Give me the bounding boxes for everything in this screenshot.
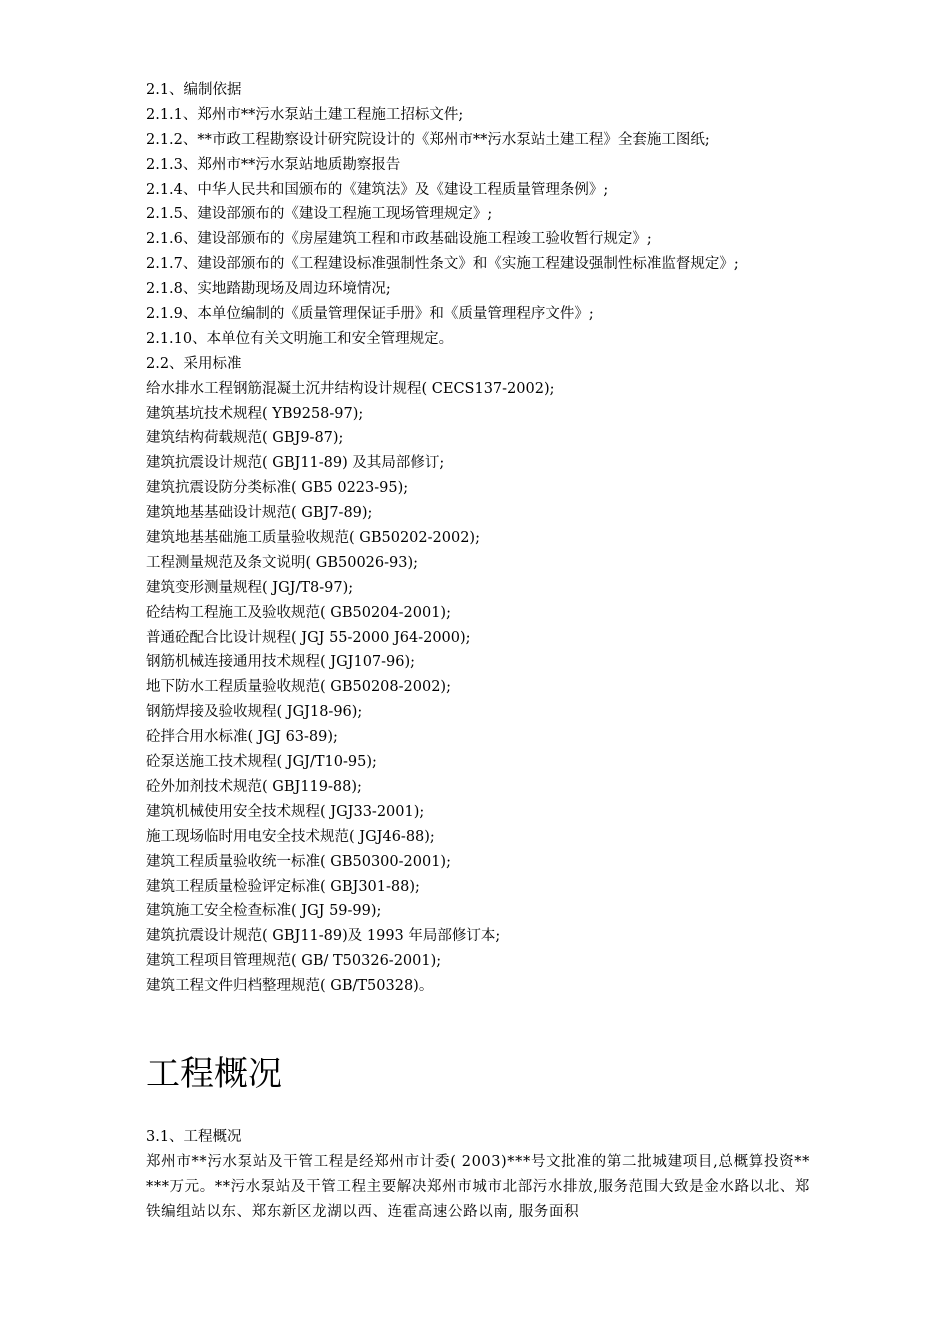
- standard-item: 钢筋机械连接通用技术规程( JGJ107-96);: [146, 654, 416, 671]
- basis-item: 2.1.4、中华人民共和国颁布的《建筑法》及《建设工程质量管理条例》;: [146, 181, 609, 198]
- standard-item: 建筑地基基础设计规范( GBJ7-89);: [146, 505, 373, 522]
- standard-item: 钢筋焊接及验收规程( JGJ18-96);: [146, 704, 363, 721]
- basis-item: 2.1.3、郑州市**污水泵站地质勘察报告: [146, 156, 401, 173]
- standard-item: 普通砼配合比设计规程( JGJ 55-2000 J64-2000);: [146, 629, 471, 646]
- document-page: [146, 78, 810, 1225]
- basis-list: [146, 103, 810, 352]
- standard-item: 建筑工程文件归档整理规范( GB/T50328)。: [146, 978, 434, 995]
- standard-item: 建筑施工安全检查标准( JGJ 59-99);: [146, 903, 382, 920]
- section-title-standards: 2.2、采用标准: [146, 355, 242, 372]
- basis-item: 2.1.9、本单位编制的《质量管理保证手册》和《质量管理程序文件》;: [146, 306, 594, 323]
- standard-item: 砼泵送施工技术规程( JGJ/T10-95);: [146, 754, 377, 771]
- standard-item: 建筑结构荷载规范( GBJ9-87);: [146, 430, 344, 447]
- standard-item: 砼结构工程施工及验收规范( GB50204-2001);: [146, 604, 451, 621]
- standard-item: 工程测量规范及条文说明( GB50026-93);: [146, 554, 419, 571]
- standard-item: 施工现场临时用电安全技术规范( JGJ46-88);: [146, 828, 435, 845]
- basis-item: 2.1.8、实地踏勘现场及周边环境情况;: [146, 281, 391, 298]
- basis-item: 2.1.5、建设部颁布的《建设工程施工现场管理规定》;: [146, 206, 493, 223]
- standard-item: 砼外加剂技术规范( GBJ119-88);: [146, 778, 362, 795]
- standard-item: 建筑机械使用安全技术规程( JGJ33-2001);: [146, 803, 425, 820]
- overview-subtitle: 3.1、工程概况: [146, 1128, 242, 1145]
- standard-item: 建筑工程质量检验评定标准( GBJ301-88);: [146, 878, 420, 895]
- standard-item: 建筑工程项目管理规范( GB/ T50326-2001);: [146, 953, 442, 970]
- basis-item: 2.1.1、郑州市**污水泵站土建工程施工招标文件;: [146, 106, 464, 123]
- standard-item: 建筑基坑技术规程( YB9258-97);: [146, 405, 364, 422]
- standard-item: 砼拌合用水标准( JGJ 63-89);: [146, 729, 338, 746]
- standard-item: 地下防水工程质量验收规范( GB50208-2002);: [146, 679, 451, 696]
- standard-item: 建筑抗震设计规范( GBJ11-89)及 1993 年局部修订本;: [146, 928, 501, 945]
- section-title-basis: 2.1、编制依据: [146, 82, 242, 98]
- standard-item: 建筑工程质量验收统一标准( GB50300-2001);: [146, 853, 451, 870]
- basis-item: 2.1.10、本单位有关文明施工和安全管理规定。: [146, 330, 454, 347]
- basis-item: 2.1.7、建设部颁布的《工程建设标准强制性条文》和《实施工程建设强制性标准监督规定》;: [146, 256, 739, 273]
- overview-paragraph: 郑州市**污水泵站及干管工程是经郑州市计委( 2003)***号文批准的第二批城建项目,总概算投资*****万元。**污水泵站及干管工程主要解决郑州市城市北部污水排放,服务范围大致是金水路以北、郑铁编组站以东、郑东新区龙湖以西、连霍高速公路以南, 服务面积: [146, 1153, 810, 1220]
- standards-list: [146, 377, 810, 999]
- standard-item: 建筑抗震设计规范( GBJ11-89) 及其局部修订;: [146, 455, 445, 472]
- standard-item: 建筑变形测量规程( JGJ/T8-97);: [146, 579, 354, 596]
- chapter-heading: 工程概况: [146, 1053, 282, 1094]
- basis-item: 2.1.6、建设部颁布的《房屋建筑工程和市政基础设施工程竣工验收暂行规定》;: [146, 231, 652, 248]
- standard-item: 给水排水工程钢筋混凝土沉井结构设计规程( CECS137-2002);: [146, 380, 555, 397]
- standard-item: 建筑地基基础施工质量验收规范( GB50202-2002);: [146, 530, 480, 547]
- standard-item: 建筑抗震设防分类标准( GB5 0223-95);: [146, 480, 409, 497]
- basis-item: 2.1.2、**市政工程勘察设计研究院设计的《郑州市**污水泵站土建工程》全套施工图纸;: [146, 131, 710, 148]
